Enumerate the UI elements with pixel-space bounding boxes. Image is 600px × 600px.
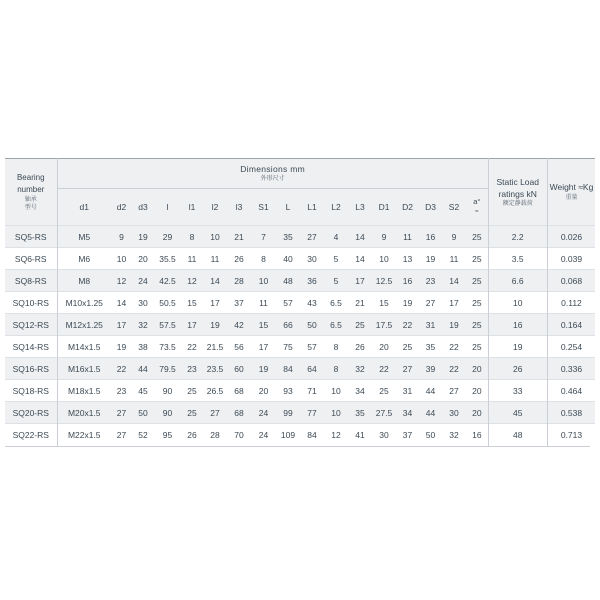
table-cell: 0.112 (547, 292, 595, 314)
table-cell: 27 (300, 226, 324, 248)
table-cell: 39 (419, 358, 442, 380)
table-cell: 20 (132, 248, 154, 270)
table-cell: 20 (466, 358, 488, 380)
table-cell: 8 (324, 358, 348, 380)
bearing-spec-table-container (5, 158, 594, 447)
table-cell: 8 (181, 226, 203, 248)
table-cell: 16 (466, 424, 488, 446)
table-cell: M18x1.5 (57, 380, 111, 402)
angle-approx-label: ≈ (475, 209, 479, 215)
column-header-l: L (276, 189, 300, 226)
table-cell: 25 (466, 336, 488, 358)
table-cell: 27 (396, 358, 419, 380)
table-cell: 17 (348, 270, 372, 292)
table-cell: 12 (181, 270, 203, 292)
table-cell: 57 (300, 336, 324, 358)
column-header-l3: l3 (227, 189, 251, 226)
table-cell: 19 (396, 292, 419, 314)
spec-table-body (5, 226, 595, 446)
weight-header (547, 159, 595, 226)
table-cell: 25 (372, 380, 396, 402)
table-cell: 5 (324, 248, 348, 270)
table-cell: 19 (203, 314, 227, 336)
table-cell: 56 (227, 336, 251, 358)
table-cell: 17 (251, 336, 276, 358)
table-cell: 45 (488, 402, 547, 424)
table-cell: 7 (251, 226, 276, 248)
bearing-number-cell: SQ12-RS (5, 314, 57, 336)
table-cell: 29 (154, 226, 181, 248)
table-cell: 21 (348, 292, 372, 314)
table-cell: 9 (111, 226, 132, 248)
table-cell: 70 (227, 424, 251, 446)
table-cell: 50 (419, 424, 442, 446)
column-header-angle (466, 189, 488, 226)
table-cell: 25 (181, 380, 203, 402)
table-row (5, 358, 595, 380)
table-cell: 27.5 (372, 402, 396, 424)
table-cell: M14x1.5 (57, 336, 111, 358)
table-cell: 84 (276, 358, 300, 380)
table-cell: 57 (276, 292, 300, 314)
table-cell: 23 (419, 270, 442, 292)
table-cell: 17 (442, 292, 466, 314)
table-cell: 22 (111, 358, 132, 380)
table-cell: 11 (442, 248, 466, 270)
table-cell: 57.5 (154, 314, 181, 336)
table-cell: 19 (442, 314, 466, 336)
column-header-d1: d1 (57, 189, 111, 226)
table-cell: 48 (488, 424, 547, 446)
table-cell: M22x1.5 (57, 424, 111, 446)
table-cell: 0.254 (547, 336, 595, 358)
table-cell: 10 (251, 270, 276, 292)
table-cell: 25 (396, 336, 419, 358)
table-cell: 99 (276, 402, 300, 424)
table-cell: 27 (111, 402, 132, 424)
bearing-number-cell: SQ14-RS (5, 336, 57, 358)
table-cell: 20 (466, 380, 488, 402)
bearing-number-cell: SQ18-RS (5, 380, 57, 402)
bearing-number-cell: SQ5-RS (5, 226, 57, 248)
table-cell: 33 (488, 380, 547, 402)
table-cell: 25 (348, 314, 372, 336)
table-cell: 35 (348, 402, 372, 424)
table-cell: 34 (396, 402, 419, 424)
table-cell: 32 (132, 314, 154, 336)
table-cell: 40 (276, 248, 300, 270)
table-cell: 44 (419, 380, 442, 402)
table-row (5, 314, 595, 336)
table-cell: 10 (372, 248, 396, 270)
table-cell: 19 (419, 248, 442, 270)
table-cell: 15 (181, 292, 203, 314)
table-cell: 11 (251, 292, 276, 314)
column-header-d3: D3 (419, 189, 442, 226)
table-cell: 26 (227, 248, 251, 270)
table-cell: 75 (276, 336, 300, 358)
table-cell: 68 (227, 380, 251, 402)
table-cell: 35.5 (154, 248, 181, 270)
table-cell: 14 (111, 292, 132, 314)
table-cell: 12.5 (372, 270, 396, 292)
table-cell: 20 (466, 402, 488, 424)
dimensions-header (57, 159, 488, 189)
bearing-number-cn-label: 轴承 型号 (24, 197, 37, 211)
table-cell: 8 (251, 248, 276, 270)
table-cell: 11 (396, 226, 419, 248)
table-cell: M20x1.5 (57, 402, 111, 424)
table-row (5, 270, 595, 292)
column-header-s1: S1 (251, 189, 276, 226)
table-cell: 12 (111, 270, 132, 292)
static-load-cn-label: 额定静载荷 (502, 200, 533, 207)
table-cell: 24 (132, 270, 154, 292)
table-cell: 22 (181, 336, 203, 358)
column-header-l2: l2 (203, 189, 227, 226)
table-cell: 19 (488, 336, 547, 358)
table-cell: 25 (181, 402, 203, 424)
table-cell: 41 (348, 424, 372, 446)
table-cell: 10 (324, 402, 348, 424)
table-cell: 6.6 (488, 270, 547, 292)
table-cell: 28 (203, 424, 227, 446)
table-cell: 13 (396, 248, 419, 270)
table-cell: 19 (251, 358, 276, 380)
table-cell: 20 (372, 336, 396, 358)
table-cell: 10 (203, 226, 227, 248)
table-cell: 6.5 (324, 314, 348, 336)
table-cell: 14 (203, 270, 227, 292)
table-cell: 22 (442, 358, 466, 380)
table-cell: 50.5 (154, 292, 181, 314)
table-cell: 66 (276, 314, 300, 336)
table-cell: M5 (57, 226, 111, 248)
table-cell: 93 (276, 380, 300, 402)
table-cell: 22 (442, 336, 466, 358)
table-cell: 14 (348, 226, 372, 248)
bearing-number-cell: SQ6-RS (5, 248, 57, 270)
table-cell: 21 (227, 226, 251, 248)
table-cell: 32 (442, 424, 466, 446)
static-load-header (488, 159, 547, 226)
table-row (5, 292, 595, 314)
table-cell: 26 (348, 336, 372, 358)
table-cell: 50 (132, 402, 154, 424)
table-cell: 10 (324, 380, 348, 402)
table-cell: 42.5 (154, 270, 181, 292)
table-cell: 0.164 (547, 314, 595, 336)
table-cell: 48 (276, 270, 300, 292)
table-row (5, 226, 595, 248)
table-cell: 25 (466, 314, 488, 336)
bearing-number-cell: SQ22-RS (5, 424, 57, 446)
table-cell: 90 (154, 380, 181, 402)
table-cell: 30 (442, 402, 466, 424)
table-cell: 35 (276, 226, 300, 248)
table-cell: M8 (57, 270, 111, 292)
column-header-l3: L3 (348, 189, 372, 226)
column-header-s2: S2 (442, 189, 466, 226)
table-cell: 26.5 (203, 380, 227, 402)
column-header-d3: d3 (132, 189, 154, 226)
static-load-label: Static Load ratings kN (496, 176, 539, 199)
table-cell: 24 (251, 402, 276, 424)
column-header-l2: L2 (324, 189, 348, 226)
table-cell: 45 (132, 380, 154, 402)
table-cell: 34 (348, 380, 372, 402)
table-cell: 71 (300, 380, 324, 402)
table-cell: 50 (300, 314, 324, 336)
table-cell: 0.068 (547, 270, 595, 292)
weight-cn-label: 重量 (565, 195, 578, 201)
table-row (5, 424, 595, 446)
table-cell: 17 (181, 314, 203, 336)
table-cell: 84 (300, 424, 324, 446)
table-cell: 95 (154, 424, 181, 446)
table-cell: 14 (442, 270, 466, 292)
table-cell: 22 (396, 314, 419, 336)
table-cell: 25 (466, 270, 488, 292)
dimensions-cn-label: 外形尺寸 (260, 176, 285, 182)
table-cell: 10 (488, 292, 547, 314)
table-cell: 0.336 (547, 358, 595, 380)
bearing-number-header (5, 159, 57, 226)
table-cell: 68 (227, 402, 251, 424)
table-cell: 12 (324, 424, 348, 446)
table-cell: 27 (442, 380, 466, 402)
bearing-number-cell: SQ8-RS (5, 270, 57, 292)
column-header-l: l (154, 189, 181, 226)
table-cell: 30 (132, 292, 154, 314)
table-row (5, 402, 595, 424)
table-cell: M6 (57, 248, 111, 270)
table-cell: 43 (300, 292, 324, 314)
table-cell: 23.5 (203, 358, 227, 380)
bearing-number-cell: SQ20-RS (5, 402, 57, 424)
table-cell: 32 (348, 358, 372, 380)
table-cell: 37 (396, 424, 419, 446)
table-cell: 44 (132, 358, 154, 380)
column-header-l1: L1 (300, 189, 324, 226)
table-cell: 24 (251, 424, 276, 446)
table-cell: 31 (419, 314, 442, 336)
table-cell: 109 (276, 424, 300, 446)
table-cell: 90 (154, 402, 181, 424)
column-header-d2: D2 (396, 189, 419, 226)
weight-label: Weight ≈Kg (549, 182, 594, 192)
table-cell: 15 (372, 292, 396, 314)
table-cell: 60 (227, 358, 251, 380)
table-cell: 0.464 (547, 380, 595, 402)
table-cell: 79.5 (154, 358, 181, 380)
table-cell: 2.2 (488, 226, 547, 248)
table-cell: 15 (251, 314, 276, 336)
table-cell: 25 (466, 226, 488, 248)
dimensions-label: Dimensions mm (240, 164, 306, 174)
angle-symbol-label: a° (473, 197, 481, 206)
table-cell: 22 (372, 358, 396, 380)
table-cell: 0.713 (547, 424, 595, 446)
table-cell: 52 (132, 424, 154, 446)
table-row (5, 248, 595, 270)
table-cell: 0.538 (547, 402, 595, 424)
table-cell: 27 (419, 292, 442, 314)
table-cell: 16 (396, 270, 419, 292)
table-cell: 17 (111, 314, 132, 336)
table-row (5, 336, 595, 358)
table-cell: 27 (203, 402, 227, 424)
table-cell: 19 (132, 226, 154, 248)
table-cell: 9 (442, 226, 466, 248)
table-cell: 16 (419, 226, 442, 248)
table-cell: M12x1.25 (57, 314, 111, 336)
table-cell: 21.5 (203, 336, 227, 358)
table-cell: 73.5 (154, 336, 181, 358)
table-cell: 31 (396, 380, 419, 402)
bearing-number-cell: SQ16-RS (5, 358, 57, 380)
table-cell: 27 (111, 424, 132, 446)
column-header-l1: l1 (181, 189, 203, 226)
bearing-spec-table (5, 158, 595, 446)
table-cell: 0.026 (547, 226, 595, 248)
table-cell: 23 (181, 358, 203, 380)
column-header-d2: d2 (111, 189, 132, 226)
table-cell: 5 (324, 270, 348, 292)
table-cell: 26 (181, 424, 203, 446)
table-cell: 44 (419, 402, 442, 424)
table-cell: 36 (300, 270, 324, 292)
table-cell: 30 (300, 248, 324, 270)
column-header-d1: D1 (372, 189, 396, 226)
table-cell: 77 (300, 402, 324, 424)
bearing-number-label: Bearing number (16, 173, 45, 194)
table-cell: 11 (203, 248, 227, 270)
bearing-number-cell: SQ10-RS (5, 292, 57, 314)
table-cell: 17 (203, 292, 227, 314)
table-cell: 4 (324, 226, 348, 248)
table-cell: 25 (466, 292, 488, 314)
table-cell: 11 (181, 248, 203, 270)
table-cell: 14 (348, 248, 372, 270)
table-cell: M16x1.5 (57, 358, 111, 380)
table-cell: 28 (227, 270, 251, 292)
table-cell: 16 (488, 314, 547, 336)
table-cell: 38 (132, 336, 154, 358)
table-row (5, 380, 595, 402)
table-cell: 10 (111, 248, 132, 270)
table-cell: 19 (111, 336, 132, 358)
table-cell: 23 (111, 380, 132, 402)
table-cell: 9 (372, 226, 396, 248)
table-cell: 64 (300, 358, 324, 380)
table-cell: 26 (488, 358, 547, 380)
table-cell: 3.5 (488, 248, 547, 270)
table-cell: 25 (466, 248, 488, 270)
table-cell: 0.039 (547, 248, 595, 270)
table-cell: 35 (419, 336, 442, 358)
table-cell: 6.5 (324, 292, 348, 314)
table-cell: 20 (251, 380, 276, 402)
table-cell: 42 (227, 314, 251, 336)
table-cell: 17.5 (372, 314, 396, 336)
table-cell: 30 (372, 424, 396, 446)
table-cell: 8 (324, 336, 348, 358)
table-cell: 37 (227, 292, 251, 314)
table-cell: M10x1.25 (57, 292, 111, 314)
